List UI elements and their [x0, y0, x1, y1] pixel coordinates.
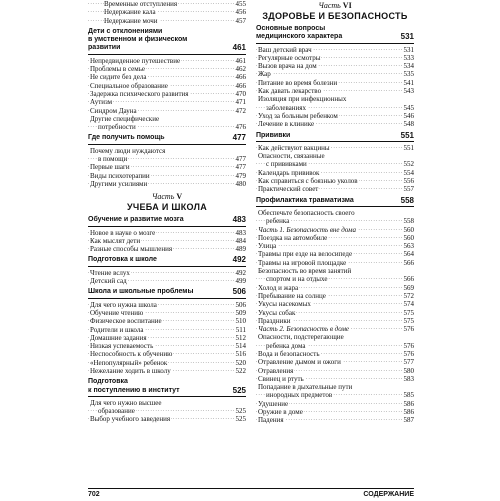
toc-entry[interactable] — [88, 359, 246, 367]
toc-entry-label: Обучение чтению — [90, 308, 144, 317]
section-title: медицинского характера — [256, 33, 343, 41]
section-page: 558 — [400, 195, 414, 205]
toc-entry-page: 572 — [403, 291, 414, 300]
part-title: УЧЕБА И ШКОЛА — [126, 202, 208, 213]
section-heading[interactable] — [88, 216, 246, 226]
toc-entry-page: 541 — [403, 78, 414, 87]
toc-entry-label: Опасности, подстерегающие — [258, 333, 344, 342]
toc-entry-page: 479 — [235, 171, 246, 180]
section-title: Подготовка к школе — [88, 256, 157, 264]
toc-entry-label: Календарь прививок — [258, 168, 320, 177]
toc-entry-page: 556 — [403, 177, 414, 186]
toc-entry[interactable] — [256, 120, 414, 128]
toc-entry[interactable] — [256, 333, 414, 341]
toc-entry-page: 457 — [235, 16, 246, 25]
toc-entry[interactable] — [256, 62, 414, 70]
toc-entry-page: 472 — [235, 106, 246, 115]
toc-entry[interactable] — [88, 245, 246, 253]
section-page: 525 — [232, 385, 246, 395]
toc-entry-page: 583 — [403, 374, 414, 383]
toc-entry[interactable] — [88, 317, 246, 325]
toc-entry-label: Как справиться с боязнью уколов — [258, 177, 358, 186]
toc-entry-page: 535 — [403, 70, 414, 79]
toc-entry[interactable] — [88, 73, 246, 81]
toc-entry-label: Поездка на автомобиле — [258, 233, 328, 242]
part-label — [256, 1, 414, 11]
toc-entry[interactable] — [88, 301, 246, 309]
toc-entry[interactable] — [88, 123, 246, 131]
toc-entry[interactable] — [256, 383, 414, 391]
toc-entry-label: Отравление дымом и ожоги — [258, 358, 341, 367]
toc-entry[interactable] — [88, 350, 246, 358]
toc-entry-page: 576 — [403, 341, 414, 350]
toc-entry-page: 462 — [235, 65, 246, 74]
toc-entry-page: 585 — [403, 391, 414, 400]
toc-entry-page: 471 — [235, 98, 246, 107]
toc-entry[interactable] — [88, 342, 246, 350]
toc-entry-page: 480 — [235, 179, 246, 188]
toc-entry-label: Улица — [258, 242, 277, 251]
toc-entry[interactable] — [256, 185, 414, 193]
toc-entry[interactable] — [88, 309, 246, 317]
toc-entry[interactable] — [256, 408, 414, 416]
toc-entry-label: Почему люди нуждаются — [90, 146, 166, 155]
page-footer — [88, 488, 414, 501]
toc-entry-label: Удушение — [258, 399, 289, 408]
toc-entry[interactable] — [256, 209, 414, 217]
toc-entry-page: 531 — [403, 45, 414, 54]
toc-entry-page: 560 — [403, 225, 414, 234]
toc-entry-page: 574 — [403, 300, 414, 309]
toc-entry-page: 545 — [403, 103, 414, 112]
section-page: 506 — [232, 287, 246, 297]
section-page: 492 — [232, 255, 246, 265]
toc-entry-page: 484 — [235, 236, 246, 245]
toc-entry-label: Детский сад — [90, 277, 127, 286]
section-title: Профилактика травматизма — [256, 196, 354, 204]
toc-entry-label: «Непопулярный» ребенок — [90, 358, 168, 367]
toc-entry-page: 470 — [235, 89, 246, 98]
part-word: Часть — [151, 192, 175, 202]
toc-entry-page: 489 — [235, 245, 246, 254]
toc-entry-label: Укусы насекомых — [258, 300, 311, 309]
toc-entry-page: 512 — [235, 333, 246, 342]
toc-entry[interactable] — [88, 237, 246, 245]
section-page: 483 — [232, 215, 246, 225]
toc-entry[interactable] — [256, 177, 414, 185]
toc-entry-page: 548 — [403, 120, 414, 129]
toc-entry-label: Для чего нужна школа — [90, 300, 157, 309]
toc-entry-label: Домашние задания — [90, 333, 147, 342]
toc-entry-page: 554 — [403, 168, 414, 177]
toc-entry-label: в помощи — [98, 155, 128, 164]
toc-entry-page: 586 — [403, 408, 414, 417]
section-heading[interactable] — [88, 378, 246, 397]
section-page: 477 — [232, 133, 246, 143]
toc-entry[interactable] — [88, 147, 246, 155]
section-heading[interactable] — [88, 256, 246, 266]
toc-entry-page: 563 — [403, 242, 414, 251]
toc-entry[interactable] — [256, 242, 414, 250]
toc-entry[interactable] — [88, 57, 246, 65]
toc-entry-page: 483 — [235, 228, 246, 237]
toc-entry[interactable] — [88, 155, 246, 163]
section-title: Подготовка — [88, 378, 128, 386]
toc-entry-label: заболеваниях — [266, 103, 306, 112]
toc-entry-page: 510 — [235, 317, 246, 326]
toc-entry-page: 466 — [235, 81, 246, 90]
toc-entry[interactable] — [256, 160, 414, 168]
toc-entry-page: 456 — [235, 8, 246, 17]
toc-entry-page: 533 — [403, 53, 414, 62]
toc-entry[interactable] — [256, 300, 414, 308]
left-column — [88, 0, 246, 424]
toc-entry-label: Отравления — [258, 366, 294, 375]
toc-entry[interactable] — [88, 107, 246, 115]
toc-entry-page: 569 — [403, 283, 414, 292]
section-title: Школа и школьные проблемы — [88, 288, 194, 296]
section-title: Дети с отклонениями — [88, 27, 163, 35]
toc-entry-page: 575 — [403, 316, 414, 325]
toc-entry-label: Чтение вслух — [90, 268, 130, 277]
toc-entry[interactable] — [88, 163, 246, 171]
section-title: Прививки — [256, 131, 291, 139]
toc-entry-label: Укусы собак — [258, 308, 296, 317]
toc-entry-label: Неспособность к обучению — [90, 350, 173, 359]
section-title: развитии — [88, 44, 121, 52]
toc-entry-page: 564 — [403, 250, 414, 259]
toc-entry-page: 552 — [403, 160, 414, 169]
toc-entry-label: Аутизм — [90, 98, 113, 107]
part-label — [88, 192, 246, 202]
toc-entry-label: Физическое воспитание — [90, 317, 162, 326]
toc-entry-label: Попадание в дыхательные пути — [258, 383, 353, 392]
toc-entry-page: 580 — [403, 366, 414, 375]
toc-entry-label: образование — [98, 407, 135, 416]
toc-entry-label: Проблемы в семье — [90, 65, 146, 74]
toc-entry[interactable] — [256, 217, 414, 225]
toc-entry[interactable] — [256, 367, 414, 375]
toc-entry-page: 509 — [235, 308, 246, 317]
toc-entry-page: 477 — [235, 163, 246, 172]
toc-entry-label: Часть 2. Безопасность в доме — [258, 325, 350, 334]
toc-entry-page: 543 — [403, 87, 414, 96]
toc-entry-page: 511 — [235, 325, 246, 334]
section-heading[interactable] — [88, 288, 246, 298]
toc-entry-label: Для чего нужно высшее — [90, 398, 162, 407]
section-heading[interactable] — [88, 28, 246, 55]
toc-entry[interactable] — [88, 269, 246, 277]
toc-entry-label: Виды психотерапии — [90, 171, 150, 180]
toc-entry-label: Синдром Дауна — [90, 106, 137, 115]
toc-entry[interactable] — [256, 309, 414, 317]
page-number: 702 — [88, 491, 100, 498]
toc-entry-label: ребенка дома — [266, 341, 306, 350]
part-numeral: V — [176, 192, 183, 202]
toc-entry-page: 551 — [403, 143, 414, 152]
toc-entry-page: 557 — [403, 185, 414, 194]
toc-entry-label: Вызов врача на дом — [258, 62, 317, 71]
toc-entry[interactable] — [88, 82, 246, 90]
right-column — [256, 0, 414, 425]
toc-entry[interactable] — [256, 267, 414, 275]
toc-entry-label: Праздники — [258, 316, 291, 325]
toc-entry-label: Нежелание ходить в школу — [90, 366, 171, 375]
section-heading[interactable] — [256, 132, 414, 142]
toc-entry-page: 586 — [403, 399, 414, 408]
toc-entry[interactable] — [88, 277, 246, 285]
toc-entry-label: Падения — [258, 416, 284, 425]
part-heading — [256, 1, 414, 22]
toc-entry[interactable] — [256, 46, 414, 54]
toc-entry-label: Непредвиденное путешествие — [90, 56, 181, 65]
toc-entry[interactable] — [88, 8, 246, 16]
section-heading[interactable] — [256, 197, 414, 207]
toc-entry-label: Уход за больным ребенком — [258, 111, 338, 120]
toc-entry-label: Холод и жара — [258, 283, 299, 292]
toc-entry[interactable] — [256, 104, 414, 112]
toc-entry-page: 546 — [403, 111, 414, 120]
section-heading[interactable] — [256, 25, 414, 44]
toc-entry-page: 576 — [403, 325, 414, 334]
toc-entry[interactable] — [88, 115, 246, 123]
toc-entry-label: спортом и на отдыхе — [266, 275, 328, 284]
toc-entry[interactable] — [256, 144, 414, 152]
toc-entry-page: 477 — [235, 155, 246, 164]
toc-entry[interactable] — [256, 358, 414, 366]
section-page: 531 — [400, 32, 414, 42]
toc-entry-label: Низкая успеваемость — [90, 342, 154, 351]
toc-entry-page: 492 — [235, 268, 246, 277]
part-numeral: VI — [342, 1, 352, 10]
toc-entry-label: Обеспечьте безопасность своего — [258, 208, 355, 217]
toc-entry-label: Не сидите без дела — [90, 73, 147, 82]
toc-entry-label: Практический совет — [258, 185, 319, 194]
toc-entry[interactable] — [88, 172, 246, 180]
part-heading — [88, 192, 246, 213]
toc-entry-label: Регулярные осмотры — [258, 53, 321, 62]
toc-entry-page: 587 — [403, 416, 414, 425]
toc-entry[interactable] — [256, 317, 414, 325]
toc-entry-label: Травмы на игровой площадке — [258, 258, 347, 267]
toc-entry-page: 520 — [235, 358, 246, 367]
toc-entry-page: 577 — [403, 358, 414, 367]
toc-entry[interactable] — [88, 17, 246, 25]
toc-entry[interactable] — [88, 367, 246, 375]
toc-entry-label: потребности — [98, 123, 136, 132]
toc-entry[interactable] — [88, 399, 246, 407]
toc-entry-page: 558 — [403, 217, 414, 226]
toc-entry[interactable] — [88, 98, 246, 106]
running-title: СОДЕРЖАНИЕ — [363, 491, 414, 498]
toc-entry-label: Как мыслят дети — [90, 236, 141, 245]
section-page: 551 — [400, 130, 414, 140]
toc-entry[interactable] — [256, 342, 414, 350]
toc-entry-label: Пребывание на солнце — [258, 291, 326, 300]
toc-entry-page: 525 — [235, 407, 246, 416]
toc-entry[interactable] — [256, 400, 414, 408]
toc-entry[interactable] — [88, 229, 246, 237]
toc-entry-label: с прививками — [266, 160, 307, 169]
toc-entry[interactable] — [88, 180, 246, 188]
toc-entry[interactable] — [88, 90, 246, 98]
section-title: Основные вопросы — [256, 25, 326, 32]
toc-entry-label: Выбор учебного заведения — [90, 415, 171, 424]
toc-entry-label: Оружие в доме — [258, 408, 303, 417]
toc-entry-page: 575 — [403, 308, 414, 317]
toc-entry-page: 461 — [235, 56, 246, 65]
section-title: Обучение и развитие мозга — [88, 216, 184, 224]
toc-entry[interactable] — [256, 95, 414, 103]
toc-entry-label: Другие специфические — [90, 114, 160, 123]
toc-entry[interactable] — [256, 112, 414, 120]
toc-entry[interactable] — [256, 234, 414, 242]
toc-entry[interactable] — [256, 416, 414, 424]
toc-entry-page: 506 — [235, 300, 246, 309]
section-title: в умственном и физическом — [88, 36, 188, 44]
toc-entry[interactable] — [88, 65, 246, 73]
section-title: Где получить помощь — [88, 134, 165, 142]
toc-entry-label: Лечение в клинике — [258, 120, 315, 129]
part-word: Часть — [318, 1, 341, 10]
toc-entry-page: 560 — [403, 233, 414, 242]
toc-entry[interactable] — [256, 152, 414, 160]
toc-entry[interactable] — [88, 415, 246, 423]
toc-entry-label: Питание во время болезни — [258, 78, 338, 87]
toc-entry-label: Травмы при езде на велосипеде — [258, 250, 353, 259]
toc-entry-label: Первые шаги — [90, 163, 130, 172]
toc-entry-label: ребенка — [266, 217, 290, 226]
toc-entry[interactable] — [256, 226, 414, 234]
toc-entry-label: Как давать лекарство — [258, 87, 322, 96]
toc-entry-page: 476 — [235, 123, 246, 132]
toc-entry[interactable] — [256, 79, 414, 87]
toc-entry[interactable] — [88, 326, 246, 334]
toc-entry-label: Задержка психического развития — [90, 89, 189, 98]
toc-entry-page: 525 — [235, 415, 246, 424]
toc-entry-label: Временные отступления — [104, 0, 178, 8]
toc-entry-label: инородных предметов — [266, 391, 333, 400]
toc-entry-page: 455 — [235, 0, 246, 8]
toc-entry-page: 566 — [403, 275, 414, 284]
section-heading[interactable] — [88, 134, 246, 144]
toc-entry-label: Специальное образование — [90, 81, 168, 90]
toc-entry[interactable] — [256, 284, 414, 292]
toc-entry-label: Ваш детский врач — [258, 45, 312, 54]
toc-entry-page: 499 — [235, 277, 246, 286]
toc-entry[interactable] — [256, 70, 414, 78]
toc-entry-label: Новое в науке о мозге — [90, 228, 156, 237]
toc-entry-page: 566 — [403, 258, 414, 267]
toc-entry[interactable] — [256, 87, 414, 95]
toc-entry-label: Как действуют вакцины — [258, 143, 330, 152]
toc-entry[interactable] — [88, 334, 246, 342]
toc-entry-page: 576 — [403, 349, 414, 358]
toc-entry-label: Недержание кала — [104, 8, 156, 17]
part-title: ЗДОРОВЬЕ И БЕЗОПАСНОСТЬ — [262, 11, 408, 21]
section-page: 461 — [232, 43, 246, 53]
toc-entry[interactable] — [256, 350, 414, 358]
toc-entry[interactable] — [256, 292, 414, 300]
toc-entry-label: Часть 1. Безопасность вне дома — [258, 225, 356, 234]
toc-entry[interactable] — [256, 391, 414, 399]
toc-entry[interactable] — [256, 275, 414, 283]
toc-entry[interactable] — [256, 54, 414, 62]
toc-entry[interactable] — [88, 0, 246, 8]
toc-entry-label: Безопасность во время занятий — [258, 267, 352, 276]
toc-entry-label: Опасности, связанные — [258, 152, 325, 161]
toc-entry-page: 466 — [235, 73, 246, 82]
toc-entry-label: Изоляция при инфекционных — [258, 95, 347, 104]
toc-entry-page: 534 — [403, 62, 414, 71]
toc-entry-label: Разные способы мышления — [90, 245, 173, 254]
section-title: к поступлению в институт — [88, 386, 180, 394]
toc-entry[interactable] — [256, 250, 414, 258]
toc-entry[interactable] — [88, 407, 246, 415]
toc-entry[interactable] — [256, 375, 414, 383]
toc-entry[interactable] — [256, 325, 414, 333]
toc-entry-label: Другими усилиями — [90, 179, 148, 188]
toc-entry[interactable] — [256, 169, 414, 177]
toc-entry-label: Жар — [258, 70, 271, 79]
toc-entry-label: Недержание мочи — [104, 16, 158, 25]
toc-entry-label: Родители и школа — [90, 325, 144, 334]
toc-entry-page: 522 — [235, 366, 246, 375]
toc-entry-page: 516 — [235, 350, 246, 359]
toc-entry-label: Вода и безопасность — [258, 349, 320, 358]
toc-entry-label: Свинец и ртуть — [258, 374, 304, 383]
toc-entry-page: 514 — [235, 342, 246, 351]
toc-entry[interactable] — [256, 259, 414, 267]
